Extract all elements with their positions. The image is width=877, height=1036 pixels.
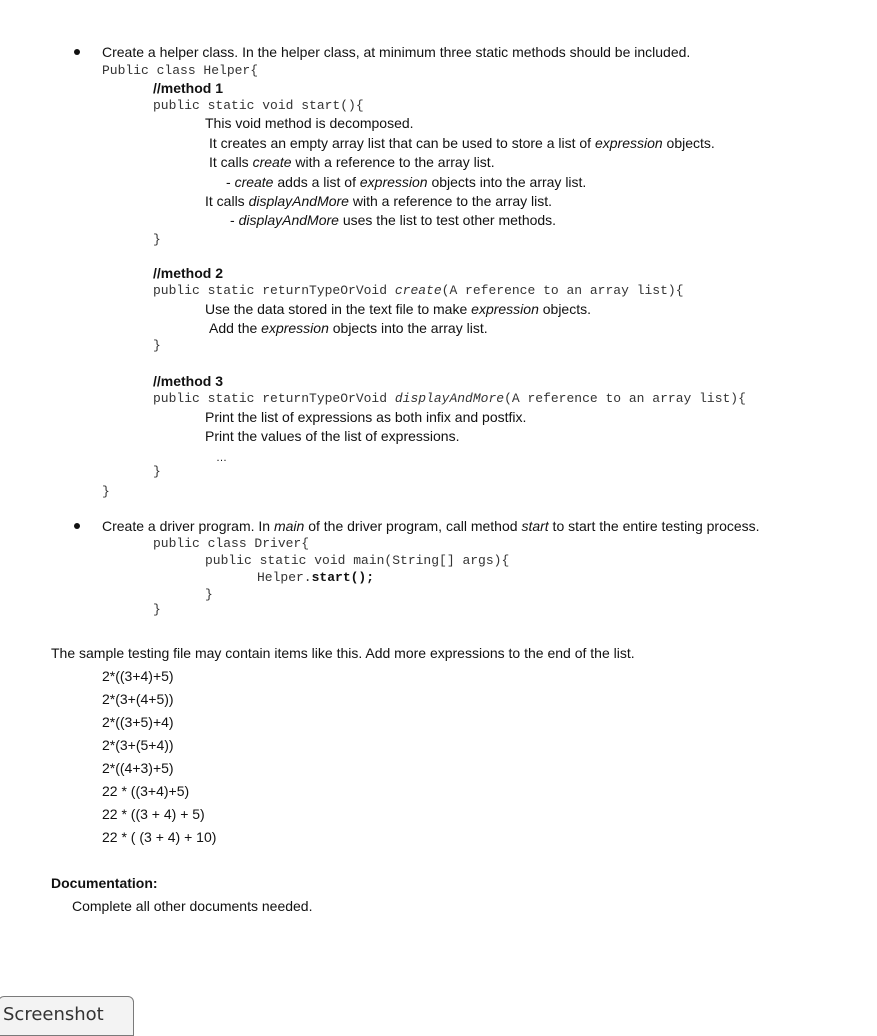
- method1-desc-line1: This void method is decomposed.: [205, 115, 414, 131]
- method2-desc-line1: Use the data stored in the text file to make expression objects.: [205, 301, 591, 317]
- method3-ellipsis: …: [216, 452, 227, 464]
- method2-comment: //method 2: [153, 265, 224, 281]
- sample-expression: 2*(3+(5+4)): [102, 737, 174, 753]
- method1-close: }: [153, 232, 161, 247]
- method1-desc-line3: It calls create with a reference to the array list.: [209, 154, 495, 170]
- method2-desc-line2: Add the expression objects into the array list.: [209, 320, 488, 336]
- method3-comment: //method 3: [153, 373, 224, 389]
- sample-expression: 2*((4+3)+5): [102, 760, 174, 776]
- driver-bullet-text: Create a driver program. In main of the driver program, call method start to start the entire testing process.: [102, 518, 760, 534]
- driver-main-signature: public static void main(String[] args){: [205, 553, 510, 568]
- method1-desc-line2: It creates an empty array list that can be used to store a list of expression objects.: [209, 135, 715, 151]
- method3-desc-line1: Print the list of expressions as both infix and postfix.: [205, 409, 527, 425]
- screenshot-tab[interactable]: [0, 996, 134, 1036]
- bullet-dot: [74, 49, 80, 55]
- driver-class-close: }: [153, 602, 161, 617]
- method3-desc-line2: Print the values of the list of expressions.: [205, 428, 460, 444]
- driver-class-decl: public class Driver{: [153, 536, 310, 551]
- sample-expression: 2*((3+4)+5): [102, 668, 174, 684]
- screenshot-tab-label: Screenshot: [3, 1004, 104, 1025]
- sample-expression: 22 * ((3 + 4) + 5): [102, 806, 205, 822]
- sample-expression: 22 * ((3+4)+5): [102, 783, 190, 799]
- documentation-heading: Documentation:: [51, 875, 158, 891]
- driver-main-close: }: [205, 587, 213, 602]
- method1-desc-line4: - create adds a list of expression objects into the array list.: [226, 174, 587, 190]
- method1-signature: public static void start(){: [153, 98, 364, 113]
- helper-class-decl: Public class Helper{: [102, 63, 259, 78]
- method2-close: }: [153, 338, 161, 353]
- driver-start-call: Helper.start();: [257, 570, 375, 585]
- method3-close: }: [153, 464, 161, 479]
- sample-expression: 22 * ( (3 + 4) + 10): [102, 829, 217, 845]
- method1-desc-line5: It calls displayAndMore with a reference to the array list.: [205, 193, 553, 209]
- sample-intro: The sample testing file may contain items like this. Add more expressions to the end of the list.: [51, 645, 635, 661]
- sample-expression: 2*((3+5)+4): [102, 714, 174, 730]
- method1-desc-line6: - displayAndMore uses the list to test other methods.: [230, 212, 557, 228]
- method2-signature: public static returnTypeOrVoid create(A reference to an array list){: [153, 283, 684, 298]
- documentation-text: Complete all other documents needed.: [72, 898, 313, 914]
- helper-class-close: }: [102, 484, 110, 499]
- helper-bullet-text: Create a helper class. In the helper class, at minimum three static methods should be included.: [102, 44, 691, 60]
- method3-signature: public static returnTypeOrVoid displayAndMore(A reference to an array list){: [153, 391, 746, 406]
- sample-expression: 2*(3+(4+5)): [102, 691, 174, 707]
- bullet-dot: [74, 523, 80, 529]
- method1-comment: //method 1: [153, 80, 224, 96]
